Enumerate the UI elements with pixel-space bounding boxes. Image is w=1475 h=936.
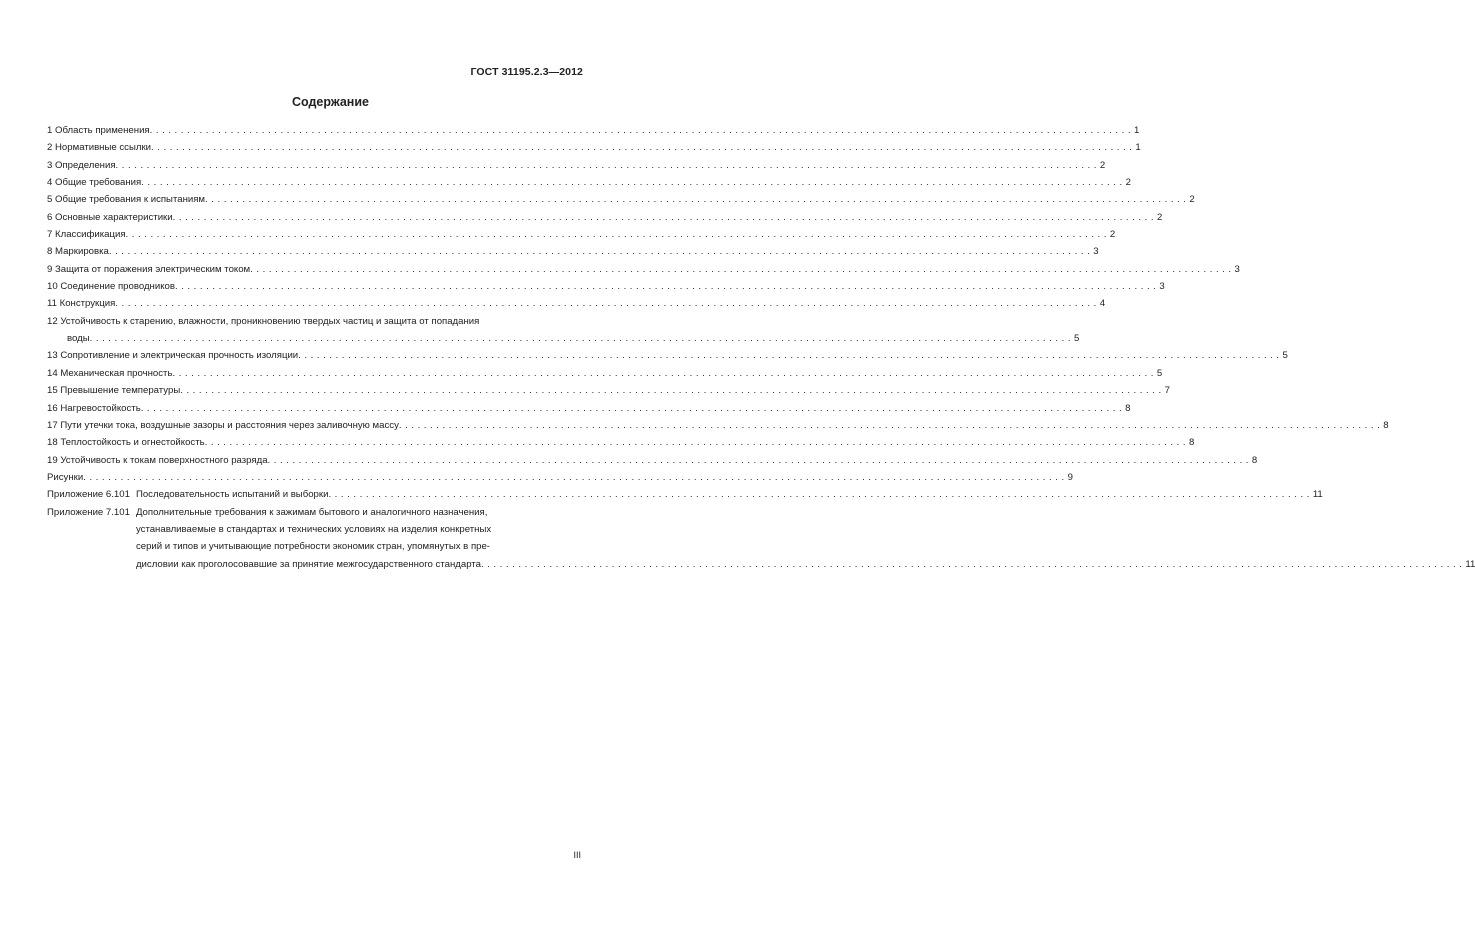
dot-leader [481,556,1462,573]
toc-entry-label: 13 Сопротивление и электрическая прочность изоляции [47,350,299,362]
toc-entry-page: 7 [1164,385,1170,397]
toc-entry-label: Рисунки [47,471,84,483]
toc-entry[interactable] [47,452,1258,469]
toc-entry[interactable] [47,139,1141,156]
dot-leader [399,417,1380,434]
dot-leader [205,434,1186,451]
toc-entry[interactable] [47,417,1389,434]
toc-appendix-entry[interactable] [47,504,1475,573]
dot-leader [109,243,1090,260]
toc-entry[interactable] [47,157,1106,174]
dot-leader [150,122,1131,139]
toc-entry[interactable] [47,243,1099,260]
toc-entry-page: 11 [1465,558,1475,570]
toc-entry-page: 1 [1134,125,1140,136]
toc-entry-page: 5 [1073,333,1080,345]
toc-entry-label: 8 Маркировка [47,246,109,258]
toc-entry-page: 8 [1383,419,1389,431]
toc-entry-page: 2 [1156,211,1163,223]
toc-entry-label: 14 Механическая прочность [47,367,173,379]
dot-leader [173,209,1154,226]
toc-entry-label: 17 Пути утечки тока, воздушные зазоры и расстояния через заливочную массу [47,419,399,431]
toc-entry-label-line: воды [67,333,90,345]
toc-entry-label: 1 Область применения [47,125,150,136]
toc-entry[interactable] [47,347,1288,364]
toc-entry-label: 10 Соединение проводников [47,281,175,293]
toc-entry-page: 2 [1109,229,1116,241]
toc-entry-page: 3 [1093,246,1099,258]
toc-entry-label: 19 Устойчивость к токам поверхностного разряда [47,454,268,466]
toc-entry[interactable] [47,469,1073,486]
toc-entry-page: 11 [1312,489,1323,501]
toc-entry[interactable] [47,400,1131,417]
document-code: ГОСТ 31195.2.3—2012 [470,66,583,78]
dot-leader [151,139,1132,156]
toc-entry-label: 9 Защита от поражения электрическим током [47,263,251,275]
toc-entry[interactable] [47,226,1116,243]
dot-leader [141,174,1122,191]
toc-entry-label: 6 Основные характеристики [47,211,173,223]
appendix-title-line: серий и типов и учитывающие потребности экономик стран, упомянутых в пре- [135,541,491,553]
toc-entry-label: 5 Общие требования к испытаниям [47,194,206,206]
toc-entry-page: 3 [1159,281,1165,293]
toc-appendix-entry[interactable] [47,486,1323,503]
appendix-prefix: Приложение 7.101 [47,506,130,518]
dot-leader [328,486,1309,503]
dot-leader [172,365,1153,382]
toc-entry-page: 2 [1125,177,1131,189]
toc-entry[interactable] [47,278,1165,295]
toc-entry[interactable] [47,261,1240,278]
appendix-title-line: устанавливаемые в стандартах и технических условиях на изделия конкретных [135,523,492,535]
toc-entry-label: 16 Нагревостойкость [47,402,141,414]
appendix-prefix: Приложение 6.101 [47,489,130,501]
toc-entry[interactable] [47,365,1163,382]
dot-leader [141,400,1122,417]
dot-leader [180,382,1161,399]
dot-leader [126,226,1107,243]
dot-leader [268,452,1249,469]
toc-entry[interactable] [47,209,1163,226]
dot-leader [205,191,1186,208]
toc-entry-label: 15 Превышение температуры [47,385,181,397]
dot-leader [115,295,1096,312]
toc-entry-label: 2 Нормативные ссылки [47,142,152,154]
toc-entry-label: 4 Общие требования [47,177,142,189]
toc-entry-label: 11 Конструкция [47,298,116,310]
dot-leader [250,261,1231,278]
toc-entry-page: 2 [1189,194,1195,206]
appendix-title-line: дисловии как проголосовавшие за принятие межгосударственного стандарта [135,558,481,570]
toc-entry-page: 8 [1188,437,1195,449]
toc-entry-label: 7 Классификация [47,229,126,241]
toc-title: Содержание [291,95,369,109]
dot-leader [116,157,1097,174]
toc-entry-page: 5 [1282,350,1288,362]
toc-entry-page: 8 [1251,454,1258,466]
toc-entry-label: 3 Определения [47,159,116,171]
page-number: III [573,850,581,860]
dot-leader [90,330,1071,347]
appendix-title-line: Последовательность испытаний и выборки [135,489,329,501]
dot-leader [83,469,1064,486]
toc-entry-page: 2 [1099,159,1106,171]
toc-entry[interactable] [47,122,1140,139]
appendix-title-line: Дополнительные требования к зажимам бытового и аналогичного назначения, [135,506,488,518]
toc-entry-page: 4 [1099,298,1106,310]
dot-leader [175,278,1156,295]
dot-leader [298,347,1279,364]
toc-entry-label-line: 12 Устойчивость к старению, влажности, проникновению твердых частиц и защита от попадания [47,315,480,327]
toc-entry[interactable] [47,434,1195,451]
toc-entry[interactable] [47,191,1195,208]
toc-entry-page: 9 [1067,471,1073,483]
toc-entry-label: 18 Теплостойкость и огнестойкость [47,437,205,449]
toc-entry[interactable] [47,313,1080,348]
toc-entry[interactable] [47,382,1170,399]
toc-entry-page: 8 [1125,402,1131,414]
toc-entry-page: 1 [1135,142,1141,154]
toc-entry-page: 5 [1156,367,1163,379]
toc-entry-page: 3 [1234,263,1240,275]
toc-entry[interactable] [47,174,1131,191]
table-of-contents [47,122,1475,573]
toc-entry[interactable] [47,295,1106,312]
